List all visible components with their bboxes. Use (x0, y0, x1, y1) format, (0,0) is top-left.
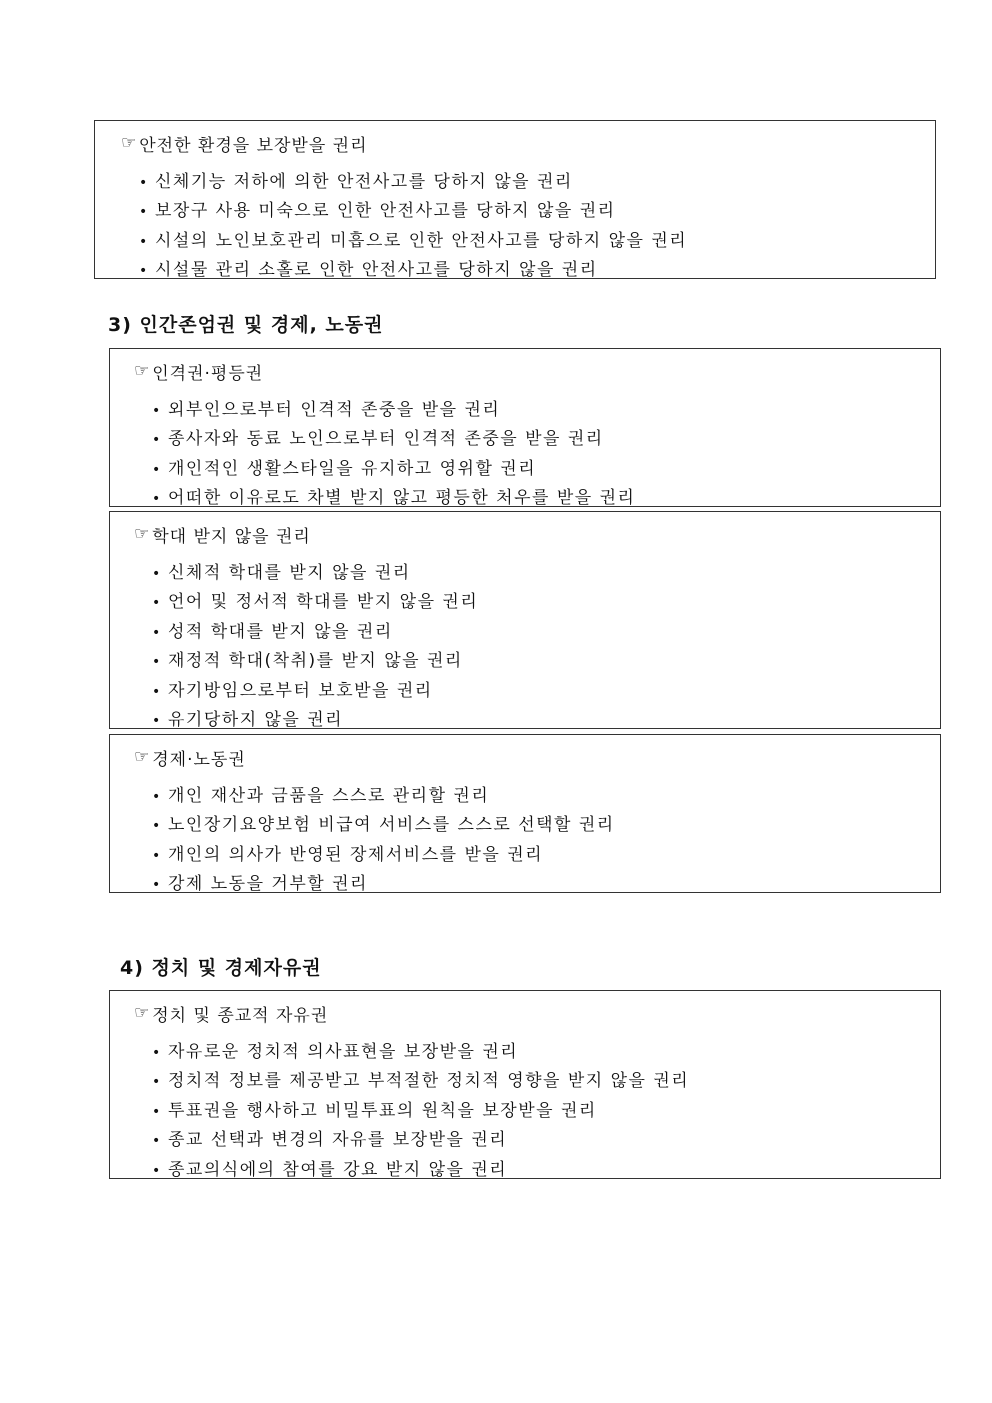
list-item: • 강제 노동을 거부할 권리 (152, 870, 615, 899)
rights-list (152, 1038, 689, 1185)
bullet-icon: • (152, 847, 162, 864)
list-item: • 자기방임으로부터 보호받을 권리 (152, 677, 478, 706)
bullet-icon: • (152, 624, 162, 641)
rights-box-economy-labor (109, 734, 941, 893)
list-item: • 종교 선택과 변경의 자유를 보장받을 권리 (152, 1126, 689, 1155)
rights-list (152, 396, 635, 514)
list-item: • 개인의 의사가 반영된 장제서비스를 받을 권리 (152, 841, 615, 870)
list-item: • 개인 재산과 금품을 스스로 관리할 권리 (152, 782, 615, 811)
box-title: ☞ 학대 받지 않을 권리 (134, 524, 311, 547)
bullet-icon: • (152, 818, 162, 835)
bullet-icon: • (152, 683, 162, 700)
bullet-icon: • (152, 461, 162, 478)
list-item: • 자유로운 정치적 의사표현을 보장받을 권리 (152, 1038, 689, 1067)
list-item: • 노인장기요양보험 비급여 서비스를 스스로 선택할 권리 (152, 811, 615, 840)
rights-list (139, 168, 687, 286)
rights-box-safety (94, 120, 936, 279)
pointing-hand-icon: ☞ (134, 747, 151, 767)
list-item: • 신체기능 저하에 의한 안전사고를 당하지 않을 권리 (139, 168, 687, 197)
bullet-icon: • (152, 1133, 162, 1150)
list-item: • 종교의식에의 참여를 강요 받지 않을 권리 (152, 1156, 689, 1185)
bullet-icon: • (152, 1074, 162, 1091)
list-item: • 재정적 학대(착취)를 받지 않을 권리 (152, 647, 478, 676)
bullet-icon: • (139, 175, 149, 191)
list-item: • 신체적 학대를 받지 않을 권리 (152, 559, 478, 588)
pointing-hand-icon: ☞ (134, 361, 151, 381)
rights-list (152, 782, 615, 900)
list-item: • 어떠한 이유로도 차별 받지 않고 평등한 처우를 받을 권리 (152, 484, 635, 513)
pointing-hand-icon: ☞ (134, 524, 151, 544)
bullet-icon: • (152, 1045, 162, 1061)
box-title: ☞ 정치 및 종교적 자유권 (134, 1003, 329, 1026)
pointing-hand-icon: ☞ (134, 1003, 151, 1023)
list-item: • 외부인으로부터 인격적 존중을 받을 권리 (152, 396, 635, 425)
list-item: • 성적 학대를 받지 않을 권리 (152, 618, 478, 647)
list-item: • 보장구 사용 미숙으로 인한 안전사고를 당하지 않을 권리 (139, 197, 687, 226)
bullet-icon: • (152, 877, 162, 894)
list-item: • 언어 및 정서적 학대를 받지 않을 권리 (152, 588, 478, 617)
rights-box-personality (109, 348, 941, 507)
list-item: • 시설의 노인보호관리 미흡으로 인한 안전사고를 당하지 않을 권리 (139, 227, 687, 256)
bullet-icon: • (139, 233, 149, 250)
box-title: ☞ 경제·노동권 (134, 747, 246, 770)
bullet-icon: • (152, 1103, 162, 1120)
bullet-icon: • (152, 789, 162, 805)
bullet-icon: • (152, 432, 162, 449)
bullet-icon: • (152, 403, 162, 419)
rights-box-abuse (109, 511, 941, 729)
bullet-icon: • (139, 204, 149, 221)
bullet-icon: • (152, 712, 162, 729)
rights-list (152, 559, 478, 735)
list-item: • 시설물 관리 소홀로 인한 안전사고를 당하지 않을 권리 (139, 256, 687, 285)
bullet-icon: • (152, 566, 162, 582)
box-title: ☞ 안전한 환경을 보장받을 권리 (121, 133, 368, 156)
list-item: • 투표권을 행사하고 비밀투표의 원칙을 보장받을 권리 (152, 1097, 689, 1126)
bullet-icon: • (152, 654, 162, 671)
list-item: • 개인적인 생활스타일을 유지하고 영위할 권리 (152, 455, 635, 484)
list-item: • 종사자와 동료 노인으로부터 인격적 존중을 받을 권리 (152, 425, 635, 454)
rights-box-politics-religion (109, 990, 941, 1179)
bullet-icon: • (152, 491, 162, 508)
box-title: ☞ 인격권·평등권 (134, 361, 264, 384)
list-item: • 유기당하지 않을 권리 (152, 706, 478, 735)
pointing-hand-icon: ☞ (121, 133, 138, 153)
section-heading-4: 4) 정치 및 경제자유권 (120, 957, 322, 979)
list-item: • 정치적 정보를 제공받고 부적절한 정치적 영향을 받지 않을 권리 (152, 1067, 689, 1096)
bullet-icon: • (152, 1162, 162, 1179)
bullet-icon: • (139, 263, 149, 280)
bullet-icon: • (152, 595, 162, 612)
section-heading-3: 3) 인간존엄권 및 경제, 노동권 (108, 314, 384, 336)
